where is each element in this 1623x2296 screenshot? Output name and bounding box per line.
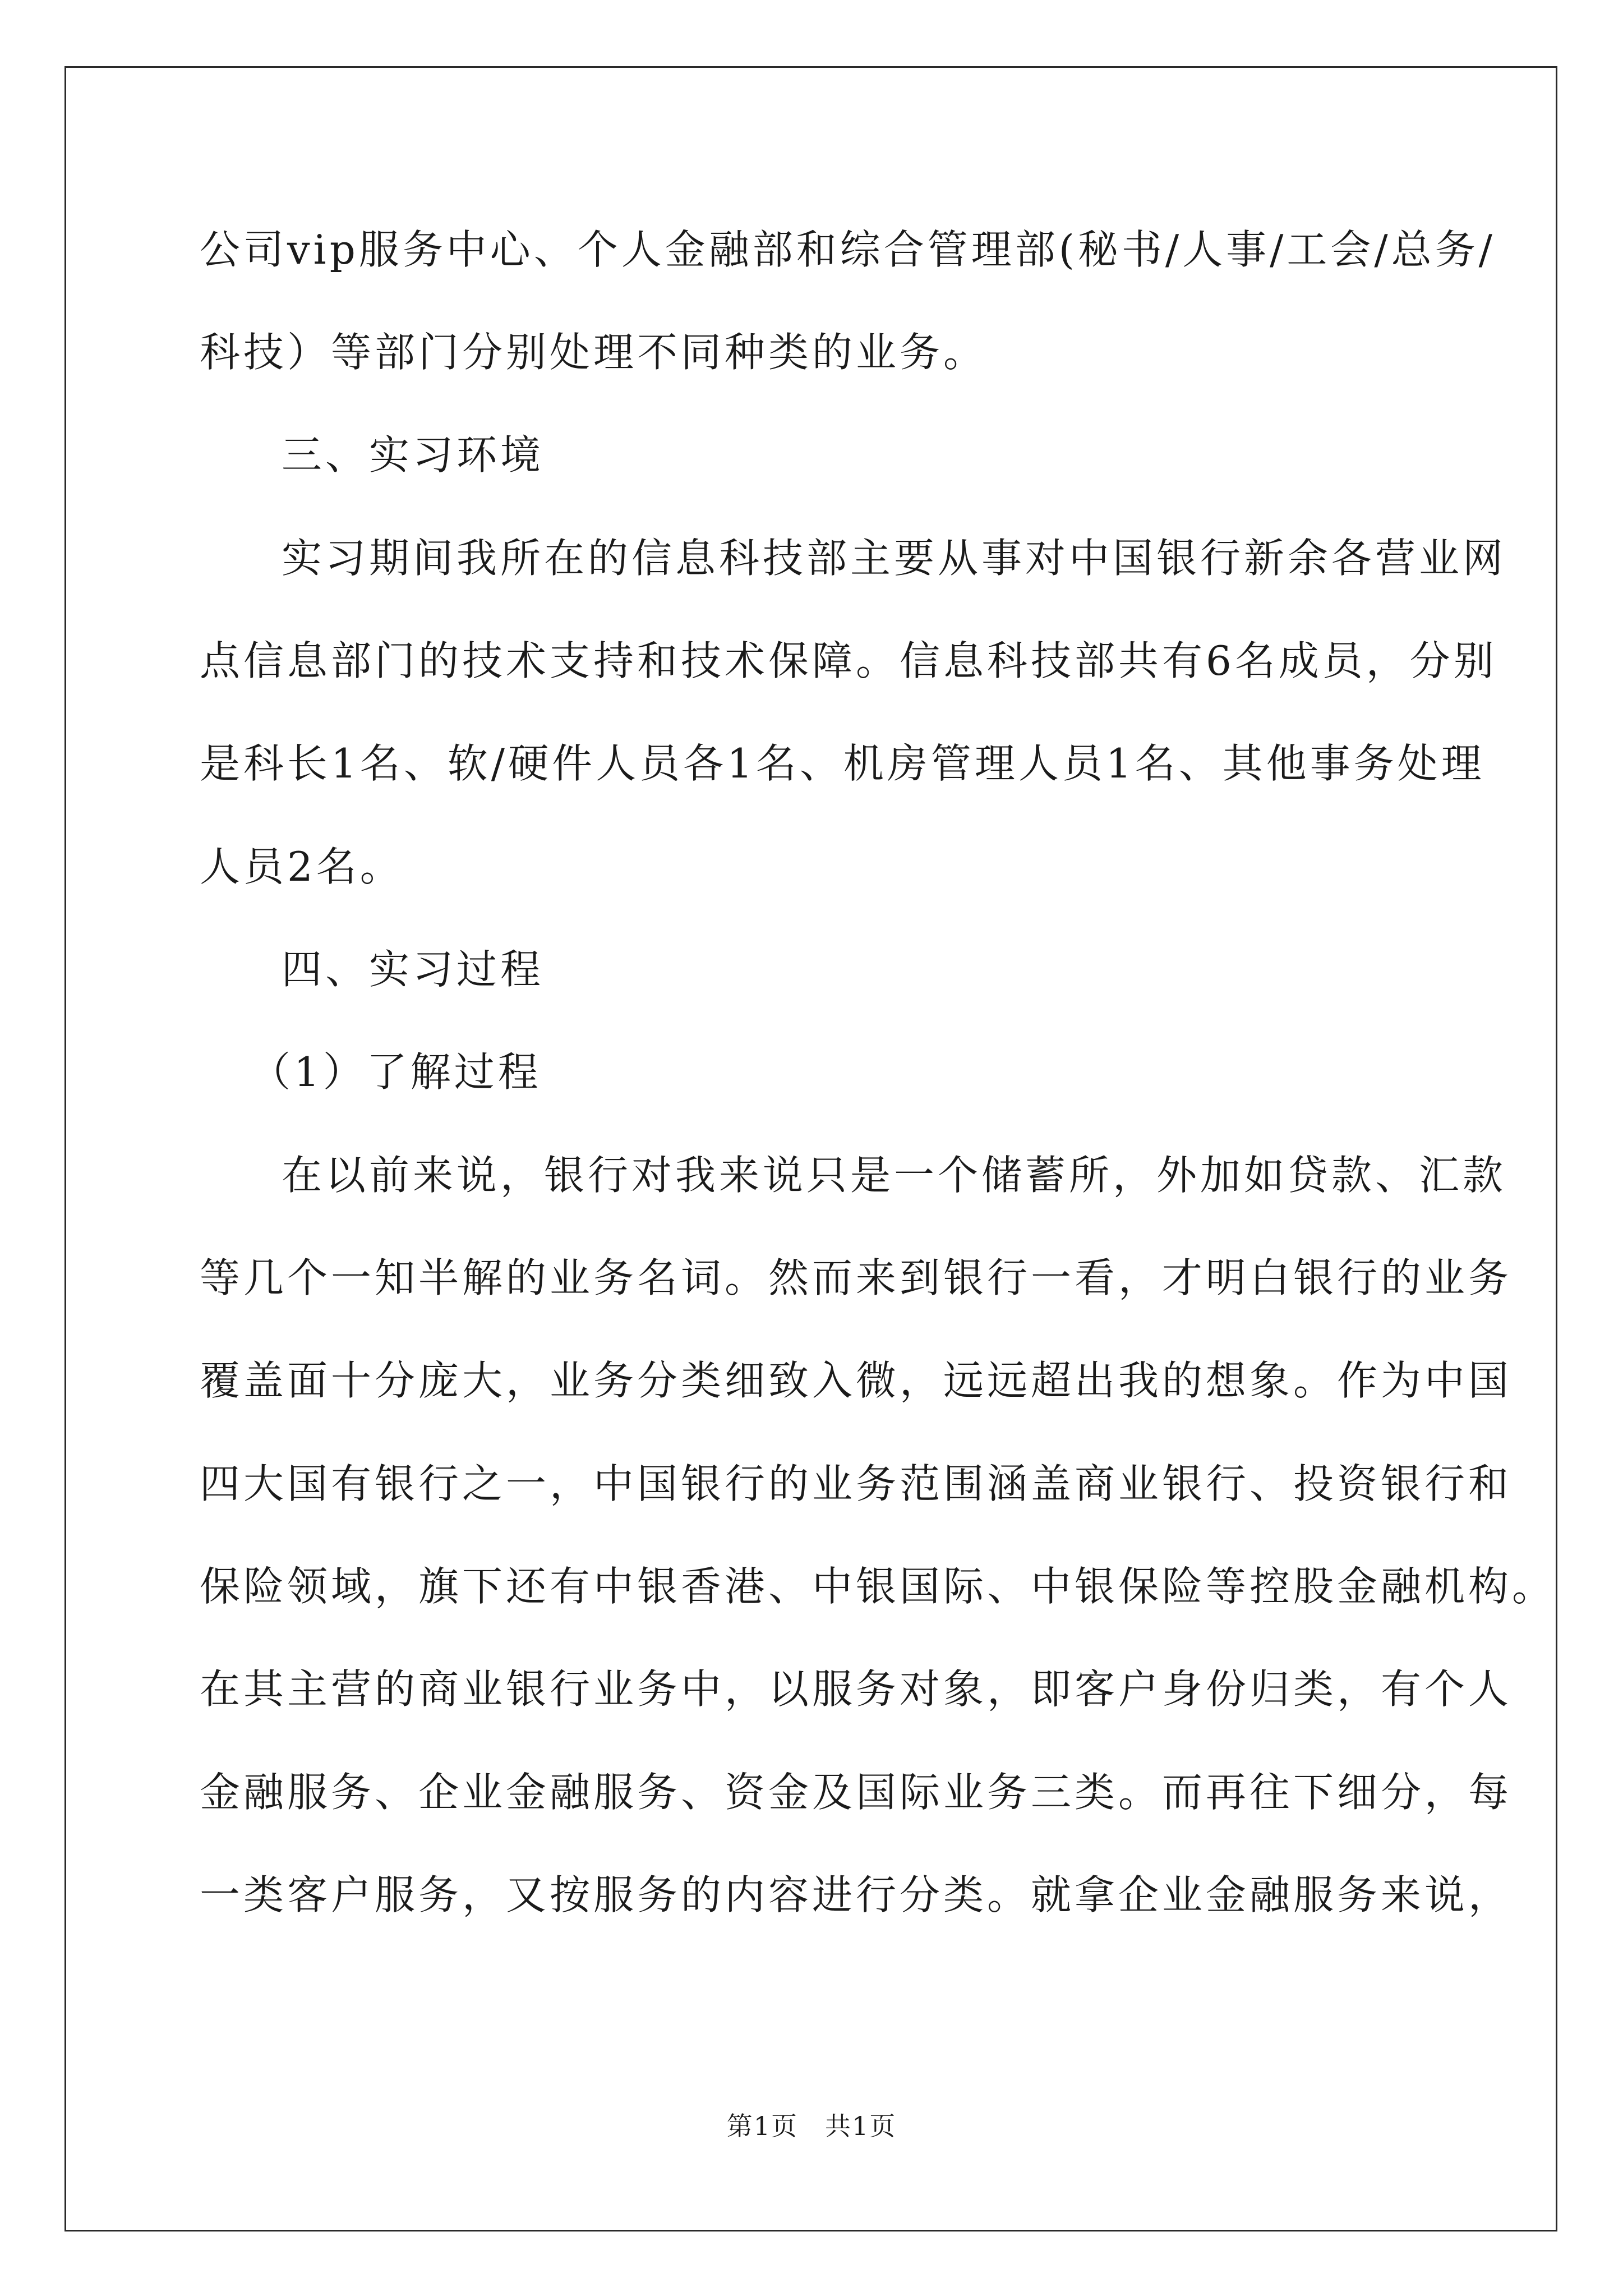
paragraph-line: 四大国有银行之一，中国银行的业务范围涵盖商业银行、投资银行和 xyxy=(200,1460,1513,1507)
paragraph-line: 金融服务、企业金融服务、资金及国际业务三类。而再往下细分，每 xyxy=(200,1769,1513,1816)
paragraph-line: 覆盖面十分庞大，业务分类细致入微，远远超出我的想象。作为中国 xyxy=(200,1357,1513,1404)
paragraph-line: 科技）等部门分别处理不同种类的业务。 xyxy=(200,329,988,376)
paragraph-line: 在其主营的商业银行业务中，以服务对象，即客户身份归类，有个人 xyxy=(200,1665,1513,1713)
paragraph-line: 点信息部门的技术支持和技术保障。信息科技部共有6名成员，分别 xyxy=(200,637,1497,684)
paragraph-line: 一类客户服务，又按服务的内容进行分类。就拿企业金融服务来说， xyxy=(200,1871,1513,1918)
paragraph-line: 等几个一知半解的业务名词。然而来到银行一看，才明白银行的业务 xyxy=(200,1254,1513,1301)
paragraph-line: 实习期间我所在的信息科技部主要从事对中国银行新余各营业网 xyxy=(282,535,1507,582)
section-heading: 三、实习环境 xyxy=(282,431,545,478)
paragraph-line: 保险领域，旗下还有中银香港、中银国际、中银保险等控股金融机构。 xyxy=(200,1563,1556,1610)
page-number: 第1页 共1页 xyxy=(726,2111,897,2141)
section-heading: 四、实习过程 xyxy=(282,946,545,993)
paragraph-line: 是科长1名、软/硬件人员各1名、机房管理人员1名、其他事务处理 xyxy=(200,740,1485,787)
paragraph-line: 公司vip服务中心、个人金融部和综合管理部(秘书/人事/工会/总务/ xyxy=(200,226,1496,273)
paragraph-line: 人员2名。 xyxy=(200,843,404,890)
subsection-heading: （1）了解过程 xyxy=(250,1048,542,1096)
paragraph-line: 在以前来说，银行对我来说只是一个储蓄所，外加如贷款、汇款 xyxy=(282,1152,1507,1199)
